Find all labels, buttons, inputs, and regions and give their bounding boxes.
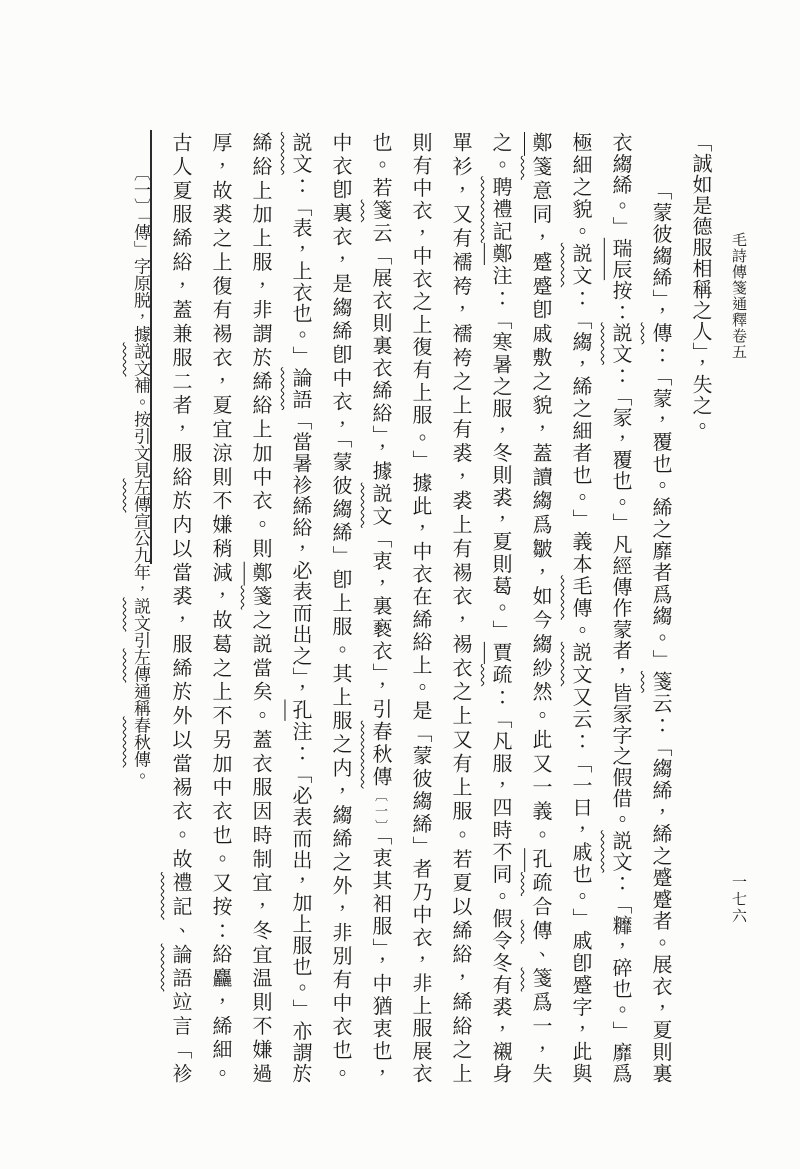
- book-title-marked-text: 論語: [289, 367, 311, 411]
- running-title: 毛詩傳箋通釋卷五: [730, 232, 746, 360]
- book-title-marked-text: 説文: [609, 830, 631, 873]
- text-run: 「當暑袗絺綌，必表而出之」，: [289, 410, 311, 700]
- book-title-marked-text: 箋: [529, 155, 551, 180]
- book-title-marked-text: 箋: [649, 670, 671, 693]
- text-column: [480, 132, 520, 1084]
- book-title-marked-text: 禮記: [169, 872, 191, 920]
- text-run: 宣公九年，: [131, 512, 150, 598]
- book-title-marked-text: 箋: [529, 967, 551, 992]
- text-run: 。: [569, 619, 591, 642]
- text-column: [280, 132, 320, 1084]
- text-run: 注：「寒暑之服，冬則裘，夏則葛。」: [489, 265, 511, 642]
- text-run: 「衷其衵服」，中猶衷也，: [369, 835, 391, 1085]
- text-run: 云：「縐絺，絺之蹙蹙者。展衣，夏則裏: [649, 692, 671, 1085]
- book-title-marked-text: 箋: [369, 199, 391, 223]
- text-column: [600, 132, 640, 1084]
- proper-name-marked-text: 瑞辰: [609, 237, 631, 281]
- text-column: [640, 132, 680, 1084]
- book-title-marked-text: 春秋傳: [369, 720, 391, 789]
- footnote-column: [120, 132, 160, 1084]
- book-title-marked-text: 箋: [249, 585, 271, 610]
- text-run: 中衣卽裏衣，是縐絺卽中衣，「蒙彼縐絺」卽上服。其上服之内，縐絺之外，非別有中衣也。: [329, 132, 351, 1084]
- text-run: 之。: [489, 132, 511, 177]
- text-column: [440, 132, 480, 1084]
- text-run: 〔一〕「傳」字原脱，據: [131, 164, 150, 343]
- text-column: [400, 132, 440, 1084]
- text-column: [680, 132, 720, 1084]
- text-run: 按：: [609, 280, 631, 323]
- book-title-marked-text: 説文: [609, 322, 631, 365]
- proper-name-marked-text: 鄭: [249, 561, 271, 586]
- text-column: [200, 132, 240, 1084]
- text-run: ：「冡，覆也。」凡經傳作蒙者，皆冡字之假借。: [609, 364, 631, 831]
- text-run: ：「表，上衣也。」: [289, 174, 311, 368]
- text-run: 單衫，又有襦袴，襦袴之上有裘，裘上有裼衣，裼衣之上又有上服。若夏以絺綌，絺綌之上: [449, 132, 471, 1084]
- main-text-block: [118, 132, 720, 1084]
- text-run: ：「䊳，碎也。」靡爲: [609, 872, 631, 1085]
- book-title-marked-text: 説文: [131, 597, 150, 632]
- text-run: ：「凡服，四時不同。假令冬有裘，襯身: [489, 686, 511, 1085]
- text-run: 通稱: [131, 682, 150, 717]
- book-title-marked-text: 説文: [569, 242, 591, 288]
- text-run: 云「展衣則裏衣絺綌」，據: [369, 222, 391, 483]
- text-run: ：「蒙，覆也。絺之靡者爲縐。」: [649, 344, 671, 671]
- text-run: 意同，蹙蹙卽戚敷之貌，蓋讀縐爲皺，如今縐紗然。此又一義。: [529, 179, 551, 849]
- book-title-marked-text: 説文: [131, 342, 150, 377]
- text-run: 絺綌上加上服，非謂於絺綌上加中衣。則: [249, 132, 271, 562]
- book-title-marked-text: 春秋傳: [131, 716, 150, 768]
- proper-name-marked-text: 鄭: [489, 242, 511, 266]
- book-title-marked-text: 説文: [369, 482, 391, 528]
- text-run: 「誠如是德服相稱之人」，失之。: [689, 132, 711, 437]
- book-title-marked-text: 疏: [489, 664, 511, 687]
- text-run: 「蒙彼縐絺」，: [649, 180, 671, 323]
- book-title-marked-text: 説文: [289, 132, 311, 175]
- text-run: 又云：「一曰，戚也。」戚卽蹙字，此與: [569, 686, 591, 1085]
- text-column: [240, 132, 280, 1084]
- footnote-marker: 〔一〕: [373, 788, 388, 836]
- text-run: 注：「必表而出，加上服也。」亦謂於: [289, 720, 311, 1085]
- text-run: 。: [131, 767, 150, 785]
- proper-name-marked-text: 鄭: [529, 132, 551, 156]
- text-run: 也。若: [369, 132, 391, 200]
- book-title-marked-text: 傳: [649, 322, 671, 345]
- book-title-marked-text: 毛傳: [569, 575, 591, 620]
- text-run: 、: [169, 919, 191, 944]
- text-column: [360, 132, 400, 1084]
- text-run: 則有中衣，中衣之上復有上服。」據此，中衣在絺綌上。是「蒙彼縐絺」者乃中衣，非上服展衣: [409, 132, 431, 1084]
- page-number: 一七六: [730, 874, 746, 925]
- book-title-marked-text: 論語: [169, 943, 191, 992]
- text-run: 補。按引文見: [131, 376, 150, 479]
- text-column: [560, 132, 600, 1084]
- text-run: 合: [529, 895, 551, 920]
- text-run: 竝言「袗: [169, 991, 191, 1085]
- proper-name-marked-text: 孔: [529, 848, 551, 873]
- text-run: 引: [131, 631, 150, 649]
- footnote-separator-rule: [150, 130, 152, 564]
- book-title-marked-text: 疏: [529, 872, 551, 896]
- text-run: 之説當矣。蓋衣服因時制宜，冬宜温則不嫌過: [249, 609, 271, 1085]
- proper-name-marked-text: 賈: [489, 641, 511, 665]
- book-title-marked-text: 左傳: [131, 648, 150, 683]
- text-column: [160, 132, 200, 1084]
- text-run: 爲一，失: [529, 991, 551, 1085]
- book-title-marked-text: 説文: [569, 641, 591, 687]
- book-title-marked-text: 左傳: [131, 478, 150, 513]
- text-run: ：「縐，絺之細者也。」義本: [569, 287, 591, 576]
- book-title-marked-text: 傳: [529, 919, 551, 944]
- text-run: 、: [529, 943, 551, 968]
- text-run: 厚，故裘之上復有裼衣，夏宜涼則不嫌稍減，故葛之上不另加中衣也。又按：綌麤，絺細。: [209, 132, 231, 1084]
- proper-name-marked-text: 孔: [289, 699, 311, 721]
- text-run: 「衷，裏褻衣」，引: [369, 527, 391, 721]
- text-run: 古人夏服絺綌，蓋兼服二者，服綌於内以當裘，服絺於外以當裼衣。故: [169, 132, 191, 873]
- text-run: 極細之貌。: [569, 132, 591, 243]
- text-column: [320, 132, 360, 1084]
- text-column: [520, 132, 560, 1084]
- book-title-marked-text: 聘禮記: [489, 176, 511, 243]
- text-run: 衣縐絺。」: [609, 132, 631, 238]
